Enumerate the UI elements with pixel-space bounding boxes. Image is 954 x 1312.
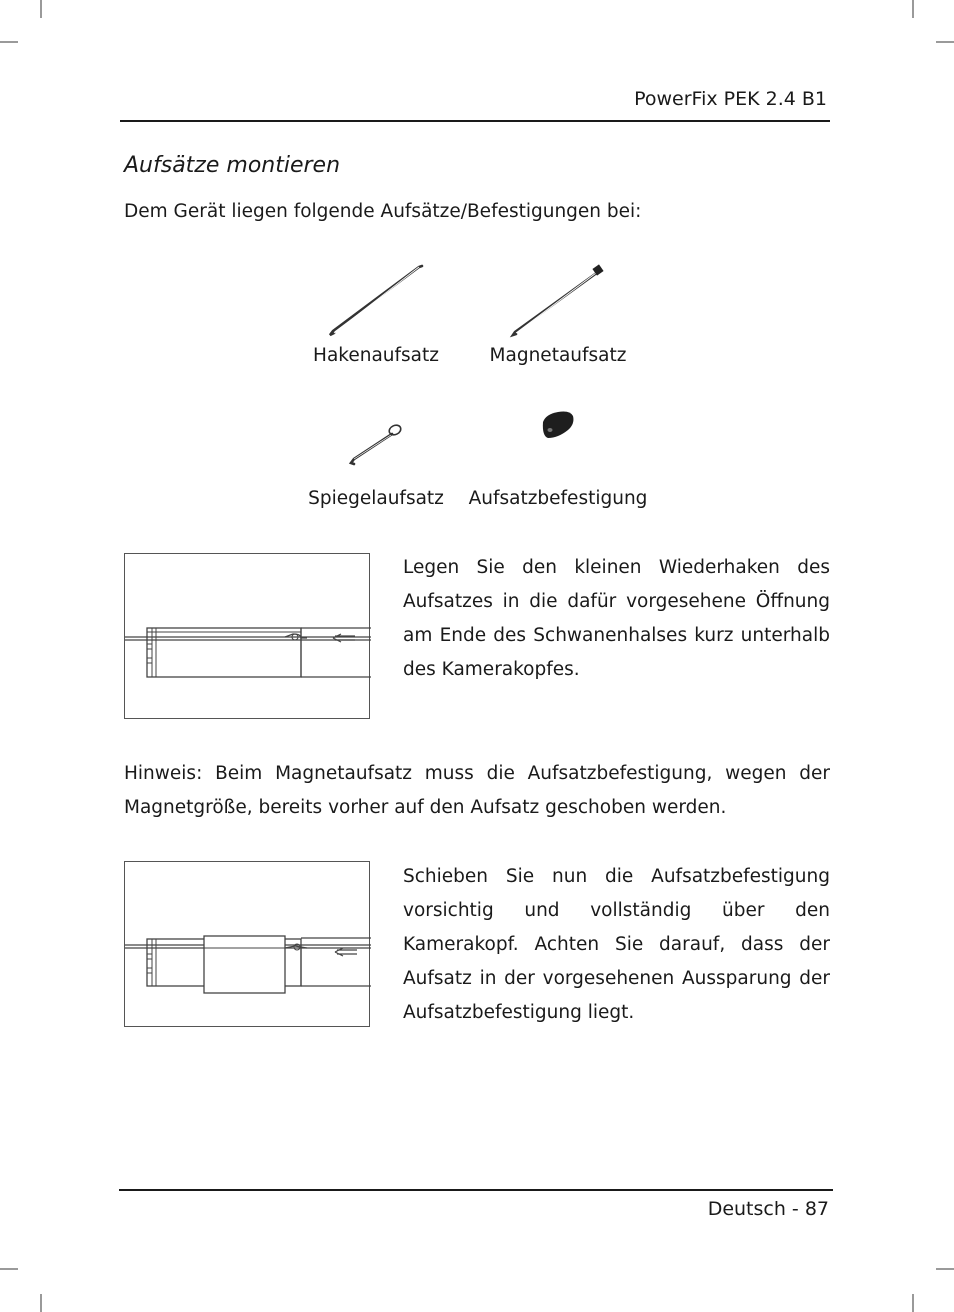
crop-mark: [936, 1268, 954, 1270]
crop-mark: [912, 1294, 914, 1312]
hook-attachment-label: Hakenaufsatz: [313, 345, 439, 366]
mirror-attachment-label: Spiegelaufsatz: [308, 488, 444, 509]
crop-mark: [936, 41, 954, 43]
crop-mark: [40, 0, 42, 18]
fastener-attachment-illustration: [538, 408, 578, 442]
fastener-attachment-label: Aufsatzbefestigung: [468, 488, 648, 509]
crop-mark: [912, 0, 914, 18]
mirror-attachment-illustration: [345, 418, 410, 470]
hook-attachment-illustration: [325, 260, 430, 340]
page-number: Deutsch - 87: [707, 1198, 829, 1220]
section-title: Aufsätze montieren: [124, 153, 341, 178]
crop-mark: [40, 1294, 42, 1312]
intro-text: Dem Gerät liegen folgende Aufsätze/Befestigungen bei:: [124, 201, 642, 222]
header-rule: [120, 120, 830, 122]
header-title: PowerFix PEK 2.4 B1: [634, 88, 827, 110]
step1-figure: [124, 553, 370, 719]
step2-figure: [124, 861, 370, 1027]
crop-mark: [0, 1268, 18, 1270]
crop-mark: [0, 41, 18, 43]
magnet-attachment-label: Magnetaufsatz: [489, 345, 627, 366]
step2-text: Schieben Sie nun die Aufsatzbefestigung vorsichtig und vollständig über den Kamerakopf. Achten Sie darauf, dass der Aufsatz in der vorgesehenen Aussparung der Aufsatzbefestigung liegt.: [403, 866, 830, 1023]
camera-head-with-hook-illustration: [125, 554, 371, 720]
camera-head-with-fastener-illustration: [125, 862, 371, 1028]
step1-text: Legen Sie den kleinen Wiederhaken des Aufsatzes in die dafür vorgesehene Öffnung am Ende des Schwanenhalses kurz unterhalb des Kamerakopfes.: [403, 557, 830, 680]
note-text: Hinweis: Beim Magnetaufsatz muss die Aufsatzbefestigung, wegen der Magnetgröße, bereits vorher auf den Aufsatz geschoben werden.: [124, 763, 830, 818]
footer-rule: [119, 1189, 833, 1191]
magnet-attachment-illustration: [508, 260, 613, 340]
